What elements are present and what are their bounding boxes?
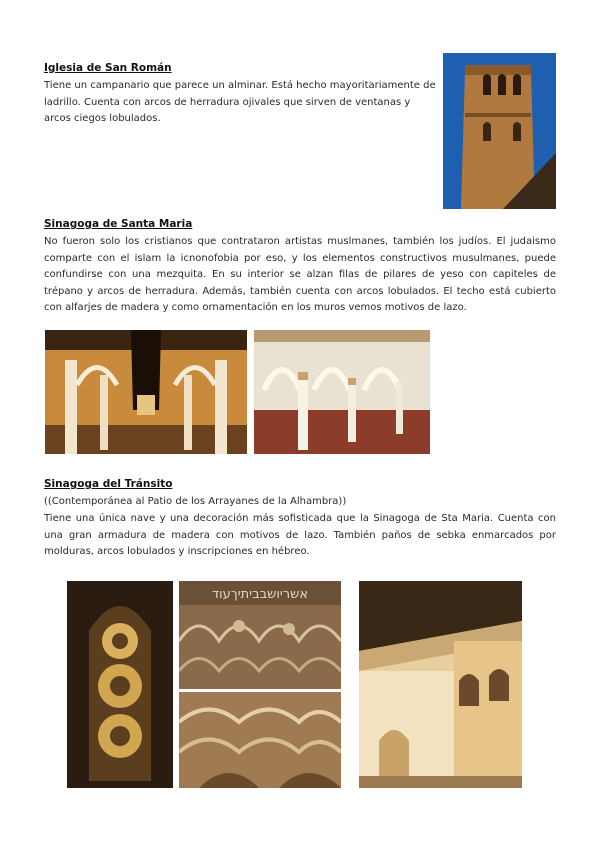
section-title-san-roman: Iglesia de San Román xyxy=(44,62,172,74)
photo-muqarnas-detail xyxy=(179,692,341,788)
section-title-santa-maria: Sinagoga de Santa Maria xyxy=(44,218,193,230)
section-body-transito: Tiene una única nave y una decoración más sofisticada que la Sinagoga de Sta Maria. Cuenta con una gran armadura de madera con motivos de lazo. También paños de sebka enmarcados por molduras, arcos lobulados y inscripciones en hébreo. xyxy=(44,513,556,558)
section-body-san-roman: Tiene un campanario que parece un alminar. Está hecho mayoritariamente de ladrillo. Cuenta con arcos de herradura ojivales que sirven de ventanas y arcos ciegos lobulados. xyxy=(44,80,436,125)
photo-hebrew-inscription xyxy=(179,581,341,689)
inscription-text: אשריושבביתיךעוד xyxy=(211,587,309,602)
photo-bell-tower xyxy=(443,53,556,209)
photo-santa-maria-arcade xyxy=(254,330,430,454)
section-subtitle-transito: ((Contemporánea al Patio de los Arrayanes de la Alhambra)) xyxy=(44,496,347,507)
section-body-santa-maria: No fueron solo los cristianos que contrataron artistas muslmanes, también los judíos. El judaismo comparte con el islam la icnonofobia por eso, y los elementos constructivos musulmanes, puede confundirse con una mezquita. En su interior se alzan filas de pilares de yeso con capiteles de trépano y arcos de herradura. Además, también cuenta con arcos lobulados. El techo está cubierto con alfarjes de madera y como ornamentación en los muros vemos motivos de lazo. xyxy=(44,236,556,314)
photo-transito-interior xyxy=(359,581,522,788)
photo-sebka-window xyxy=(67,581,173,788)
section-title-transito: Sinagoga del Tránsito xyxy=(44,478,173,490)
photo-santa-maria-nave xyxy=(45,330,247,454)
